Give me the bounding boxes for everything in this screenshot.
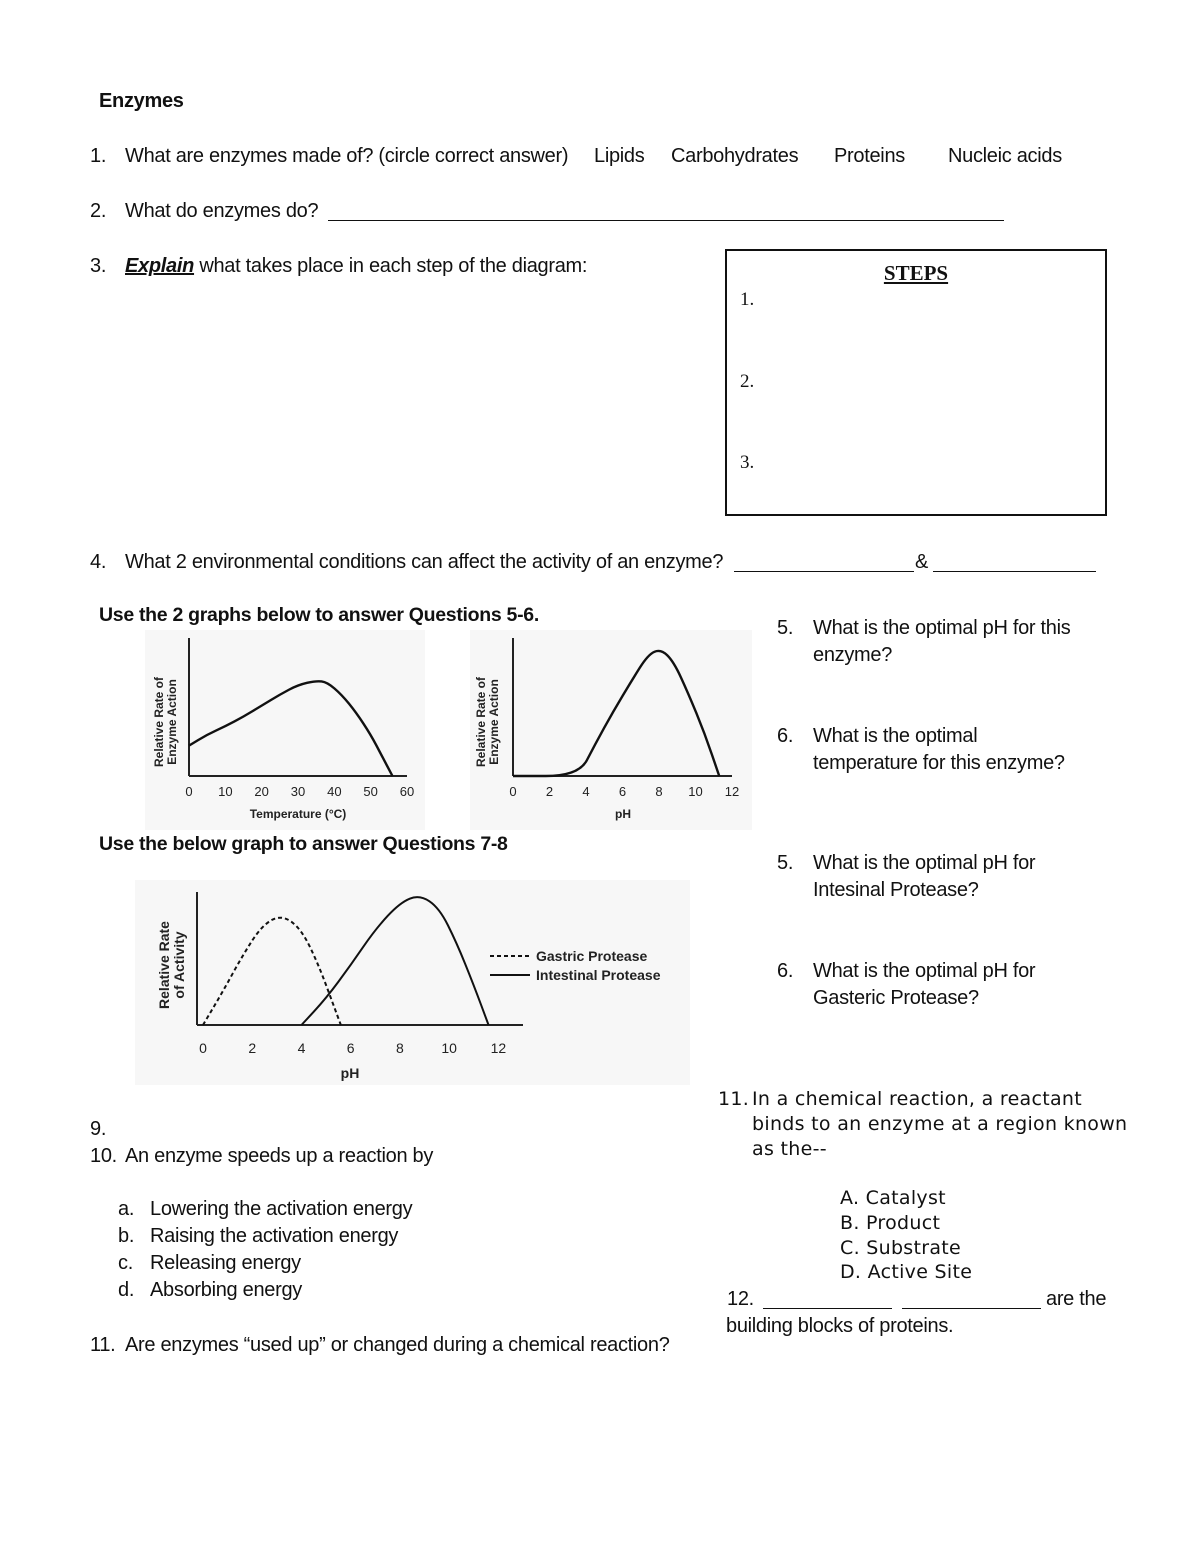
question-4-ampersand: &	[915, 551, 929, 573]
x-tick-label: 4	[582, 784, 590, 799]
answer-option-carbohydrates[interactable]: Carbohydrates	[671, 145, 799, 167]
x-tick-label: 8	[655, 784, 663, 799]
option-catalyst[interactable]: A. Catalyst	[840, 1187, 946, 1209]
option-product[interactable]: B. Product	[840, 1212, 941, 1234]
question-12-number: 12.	[727, 1288, 754, 1310]
side-question-text: What is the optimal pH for this	[813, 617, 1071, 639]
steps-box[interactable]	[725, 249, 1107, 516]
side-question-number: 6.	[777, 960, 794, 982]
ph-graph	[470, 630, 752, 830]
question-3-line	[125, 255, 587, 278]
side-question-number: 6.	[777, 725, 794, 747]
option-releasing-energy[interactable]: Releasing energy	[150, 1252, 301, 1274]
question-3-text: what takes place in each step of the diagram:	[199, 255, 588, 277]
side-question-text: temperature for this enzyme?	[813, 752, 1065, 774]
side-question-number: 5.	[777, 852, 794, 874]
question-11-right-text: In a chemical reaction, a reactant	[752, 1088, 1083, 1110]
x-axis-label: pH	[615, 807, 631, 821]
step-3-label: 3.	[740, 452, 755, 473]
section-heading-graphs-5-6: Use the 2 graphs below to answer Questions 5-6.	[99, 604, 539, 626]
answer-option-nucleic-acids[interactable]: Nucleic acids	[948, 145, 1062, 167]
side-question-text: What is the optimal pH for	[813, 852, 1036, 874]
question-12-answer-line-1[interactable]	[763, 1290, 892, 1309]
x-tick-label: 0	[185, 784, 193, 799]
option-raising-activation-energy[interactable]: Raising the activation energy	[150, 1225, 399, 1247]
y-axis-label: Relative Rateof Activity	[156, 921, 187, 1009]
x-tick-label: 40	[327, 784, 342, 799]
x-axis-label: Temperature (°C)	[249, 807, 347, 821]
question-4-answer-line-1[interactable]	[734, 553, 914, 572]
y-axis-label: Relative Rate ofEnzyme Action	[474, 676, 501, 768]
x-tick-label: 2	[248, 1040, 257, 1056]
option-letter: c.	[118, 1252, 133, 1274]
x-tick-label: 6	[618, 784, 627, 799]
temperature-graph	[145, 630, 425, 830]
x-tick-label: 0	[199, 1040, 207, 1056]
question-11-right-number: 11.	[718, 1088, 750, 1110]
side-question-text: enzyme?	[813, 644, 893, 666]
option-absorbing-energy[interactable]: Absorbing energy	[150, 1279, 302, 1301]
question-12-answer-line-2[interactable]	[902, 1290, 1041, 1309]
answer-option-proteins[interactable]: Proteins	[834, 145, 905, 167]
option-letter: a.	[118, 1198, 135, 1220]
question-11-right-text: binds to an enzyme at a region known	[752, 1113, 1128, 1135]
protease-graph	[135, 880, 690, 1085]
question-1-number: 1.	[90, 145, 107, 167]
y-axis-label: Relative Rate ofEnzyme Action	[152, 676, 179, 768]
x-tick-label: 12	[724, 784, 740, 799]
question-9-number: 9.	[90, 1118, 107, 1140]
question-12-line-2: building blocks of proteins.	[726, 1315, 954, 1337]
section-heading-graph-7-8: Use the below graph to answer Questions 7-8	[99, 833, 508, 855]
option-lowering-activation-energy[interactable]: Lowering the activation energy	[150, 1198, 413, 1220]
question-10-number: 10.	[90, 1145, 117, 1167]
question-11-right-text: as the--	[752, 1138, 827, 1160]
question-2-number: 2.	[90, 200, 107, 222]
x-tick-label: 10	[218, 784, 233, 799]
question-10-text: An enzyme speeds up a reaction by	[125, 1145, 434, 1167]
x-tick-label: 10	[688, 784, 703, 799]
x-tick-label: 50	[363, 784, 378, 799]
question-3-emphasis: Explain	[125, 255, 195, 277]
question-4-text: What 2 environmental conditions can affect the activity of an enzyme?	[125, 551, 724, 573]
x-tick-label: 8	[396, 1040, 404, 1056]
legend-gastric-label: Gastric Protease	[536, 948, 648, 964]
x-tick-label: 30	[290, 784, 306, 799]
question-4-answer-line-2[interactable]	[933, 553, 1096, 572]
x-tick-label: 60	[399, 784, 415, 799]
side-question-text: Gasteric Protease?	[813, 987, 979, 1009]
question-11-text: Are enzymes “used up” or changed during a chemical reaction?	[125, 1334, 670, 1356]
option-substrate[interactable]: C. Substrate	[840, 1237, 962, 1259]
question-2-answer-line[interactable]	[328, 202, 1004, 221]
question-11-number: 11.	[90, 1334, 116, 1356]
option-active-site[interactable]: D. Active Site	[840, 1261, 973, 1283]
side-question-text: What is the optimal	[813, 725, 978, 747]
question-12-tail: are the	[1046, 1288, 1107, 1310]
steps-title: STEPS	[883, 261, 949, 285]
x-tick-label: 6	[346, 1040, 355, 1056]
x-tick-label: 4	[297, 1040, 306, 1056]
side-question-number: 5.	[777, 617, 794, 639]
question-1-text: What are enzymes made of? (circle correct answer)	[125, 145, 569, 167]
question-2-text: What do enzymes do?	[125, 200, 319, 222]
side-question-text: Intesinal Protease?	[813, 879, 979, 901]
option-letter: d.	[118, 1279, 135, 1301]
question-3-number: 3.	[90, 255, 107, 277]
step-1-label: 1.	[740, 289, 755, 310]
x-tick-label: 10	[441, 1040, 457, 1056]
step-2-label: 2.	[740, 371, 755, 392]
x-tick-label: 12	[490, 1040, 507, 1056]
side-question-text: What is the optimal pH for	[813, 960, 1036, 982]
x-axis-label: pH	[340, 1065, 360, 1081]
x-tick-label: 0	[509, 784, 517, 799]
x-tick-label: 20	[254, 784, 269, 799]
legend-intestinal-label: Intestinal Protease	[536, 967, 661, 983]
page-title: Enzymes	[99, 90, 184, 112]
answer-option-lipids[interactable]: Lipids	[594, 145, 645, 167]
x-tick-label: 2	[545, 784, 554, 799]
question-4-number: 4.	[90, 551, 107, 573]
option-letter: b.	[118, 1225, 135, 1247]
